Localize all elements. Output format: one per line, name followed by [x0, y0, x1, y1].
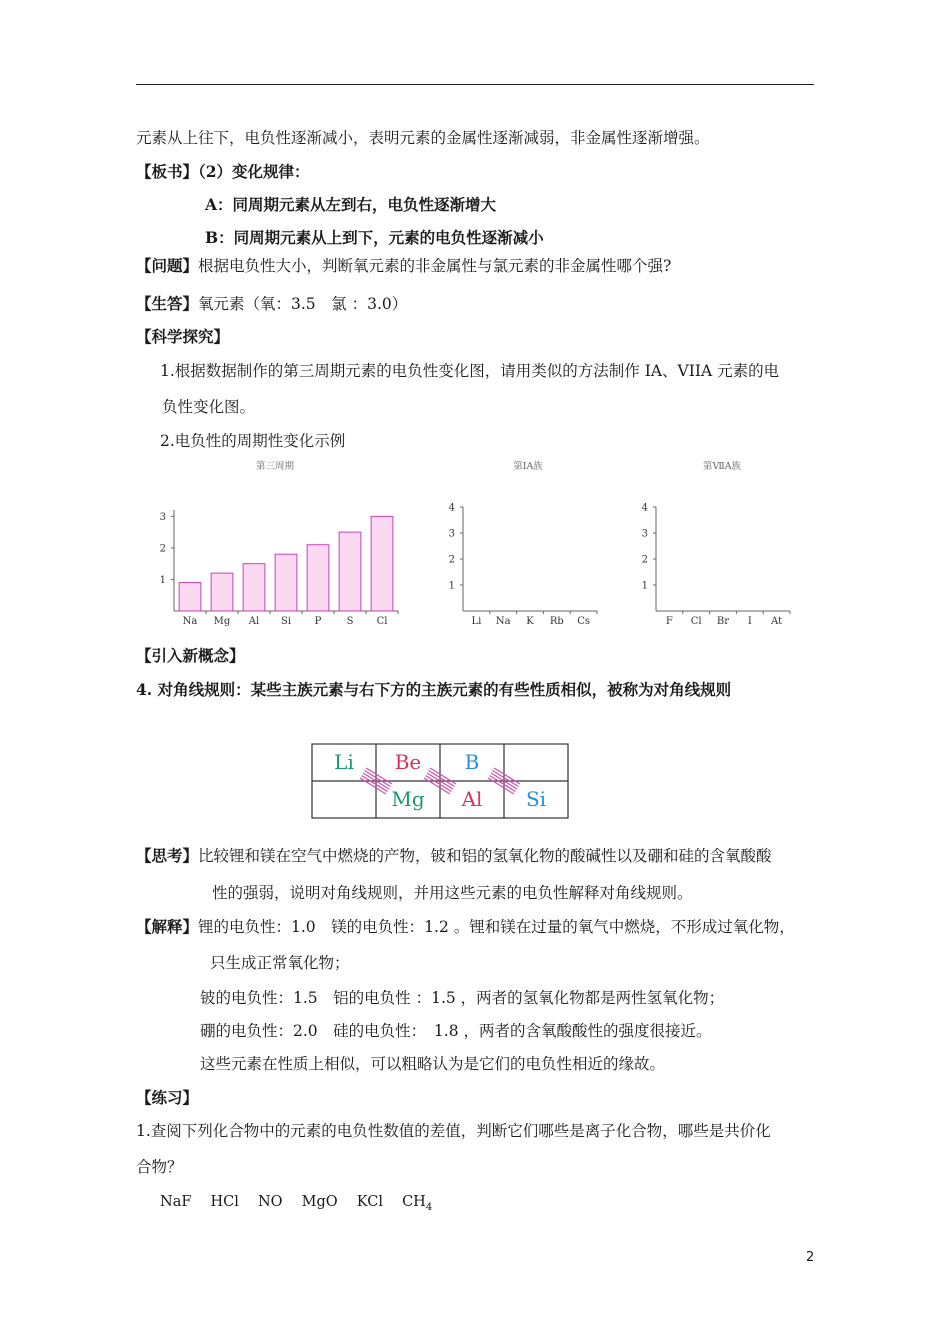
diagonal-rule-diagram [311, 743, 573, 825]
x-tick-label: I [747, 616, 752, 627]
tag-answer: 【生答】 [136, 294, 199, 313]
x-tick-label: Na [495, 616, 511, 627]
bar [211, 573, 233, 611]
y-tick-label: 4 [641, 502, 648, 514]
explain-line-3: 铍的电负性：1.5 铝的电负性 ：1.5 ，两者的氢氧化物都是两性氢氧化物； [200, 989, 725, 1007]
page-number: 2 [806, 1250, 815, 1265]
x-tick-label: At [771, 616, 783, 627]
compound-list [160, 1192, 432, 1218]
chart-title: 第三周期 [255, 461, 295, 472]
think-line-cont: 性的强弱，说明对角线规则，并用这些元素的电负性解释对角线规则。 [212, 884, 693, 902]
element-symbol: Si [525, 787, 547, 811]
bar [307, 545, 329, 611]
question-line [136, 256, 671, 276]
y-tick-label: 3 [641, 528, 648, 540]
diagonal-hatch [362, 776, 388, 792]
compound-list-text: NaF HCl NO MgO KCl CH [160, 1194, 426, 1210]
compound-subscript: 4 [425, 1201, 433, 1213]
y-tick-label: 2 [641, 554, 648, 566]
header-rule [136, 84, 814, 85]
x-tick-label: Na [182, 616, 198, 627]
bar [371, 516, 393, 611]
bar [179, 583, 201, 611]
rule-a: A：同周期元素从左到右，电负性逐渐增大 [205, 195, 497, 214]
chart-group1a-svg [440, 455, 610, 635]
x-tick-label: S [346, 616, 354, 627]
chart-group7a [634, 455, 804, 639]
x-tick-label: Cl [376, 616, 388, 627]
diagonal-hatch [426, 776, 452, 792]
chart-group7a-svg [634, 455, 804, 635]
tag-new-concept: 【引入新概念】 [136, 646, 245, 665]
x-tick-label: Mg [213, 616, 231, 627]
diagonal-hatch [490, 776, 516, 792]
y-tick-label: 3 [159, 511, 166, 523]
answer-text: 氧元素（氧：3.5 氯 ：3.0） [198, 295, 408, 313]
y-tick-label: 1 [641, 580, 648, 592]
explain-line-5: 这些元素在性质上相似，可以粗略认为是它们的电负性相近的缘故。 [200, 1055, 666, 1073]
board-heading [136, 162, 310, 182]
tag-board: 【板书】 [136, 162, 199, 181]
diagonal-hatch [429, 771, 455, 787]
practice-heading [136, 1088, 198, 1108]
tag-explore: 【科学探究】 [136, 327, 230, 346]
explain-line-2: 只生成正常氧化物； [210, 954, 350, 972]
x-tick-label: F [665, 616, 673, 627]
explain-line [136, 917, 795, 937]
question-text: 根据电负性大小，判断氧元素的非金属性与氯元素的非金属性哪个强? [198, 257, 672, 275]
element-symbol: B [464, 750, 480, 774]
practice-item-1: 1.查阅下列化合物中的元素的电负性数值的差值，判断它们哪些是离子化合物，哪些是共价化 [136, 1122, 771, 1140]
y-tick-label: 4 [448, 502, 455, 514]
diagonal-rule-svg [311, 743, 573, 821]
new-concept-heading [136, 646, 245, 666]
tag-explain: 【解释】 [136, 917, 199, 936]
explore-heading [136, 327, 229, 347]
x-tick-label: Cs [577, 616, 590, 627]
x-tick-label: Al [248, 616, 260, 627]
x-tick-label: Li [471, 616, 482, 627]
explore-item-1: 1.根据数据制作的第三周期元素的电负性变化图，请用类似的方法制作 IA、VIIA 元素的电 [160, 362, 780, 380]
bar [339, 532, 361, 611]
y-tick-label: 2 [159, 543, 166, 555]
y-tick-label: 1 [448, 580, 455, 592]
x-tick-label: K [526, 616, 534, 627]
x-tick-label: Rb [549, 616, 564, 627]
x-tick-label: P [314, 616, 322, 627]
y-tick-label: 2 [448, 554, 455, 566]
chart-title: 第ⅠA族 [513, 461, 543, 472]
y-tick-label: 1 [159, 574, 166, 586]
chart-group1a [440, 455, 610, 639]
element-symbol: Be [394, 750, 422, 774]
text-line-1: 元素从上往下，电负性逐渐减小，表明元素的金属性逐渐减弱，非金属性逐渐增强。 [136, 129, 710, 147]
bar [243, 564, 265, 611]
element-symbol: Al [461, 787, 483, 811]
tag-practice: 【练习】 [136, 1088, 199, 1107]
chart-period3 [150, 455, 410, 639]
x-tick-label: Cl [690, 616, 702, 627]
tag-think: 【思考】 [136, 846, 199, 865]
board-text: （2）变化规律： [198, 162, 310, 181]
diagonal-rule-text: 4. 对角线规则：某些主族元素与右下方的主族元素的有些性质相似，被称为对角线规则 [136, 680, 732, 699]
practice-item-1-cont: 合物？ [136, 1158, 183, 1176]
think-text: 比较锂和镁在空气中燃烧的产物，铍和铝的氢氧化物的酸碱性以及硼和硅的含氧酸酸 [198, 847, 772, 865]
answer-line [136, 294, 407, 314]
think-line [136, 846, 772, 866]
element-symbol: Li [334, 750, 354, 774]
explain-line-4: 硼的电负性：2.0 硅的电负性： 1.8 ，两者的含氧酸酸性的强度很接近。 [200, 1022, 712, 1040]
tag-question: 【问题】 [136, 256, 199, 275]
chart-period3-svg [150, 455, 410, 635]
explain-text: 锂的电负性：1.0 镁的电负性：1.2 。锂和镁在过量的氧气中燃烧，不形成过氧化物， [198, 918, 795, 936]
chart-title: 第ⅦA族 [702, 461, 742, 472]
x-tick-label: Br [716, 616, 730, 627]
x-tick-label: Si [280, 616, 292, 627]
bar [275, 554, 297, 611]
element-symbol: Mg [391, 787, 425, 811]
explore-item-1-cont: 负性变化图。 [162, 398, 256, 416]
rule-b: B：同周期元素从上到下，元素的电负性逐渐减小 [205, 228, 544, 247]
diagonal-hatch [493, 771, 519, 787]
explore-item-2: 2.电负性的周期性变化示例 [160, 432, 346, 450]
diagonal-hatch [365, 771, 391, 787]
y-tick-label: 3 [448, 528, 455, 540]
